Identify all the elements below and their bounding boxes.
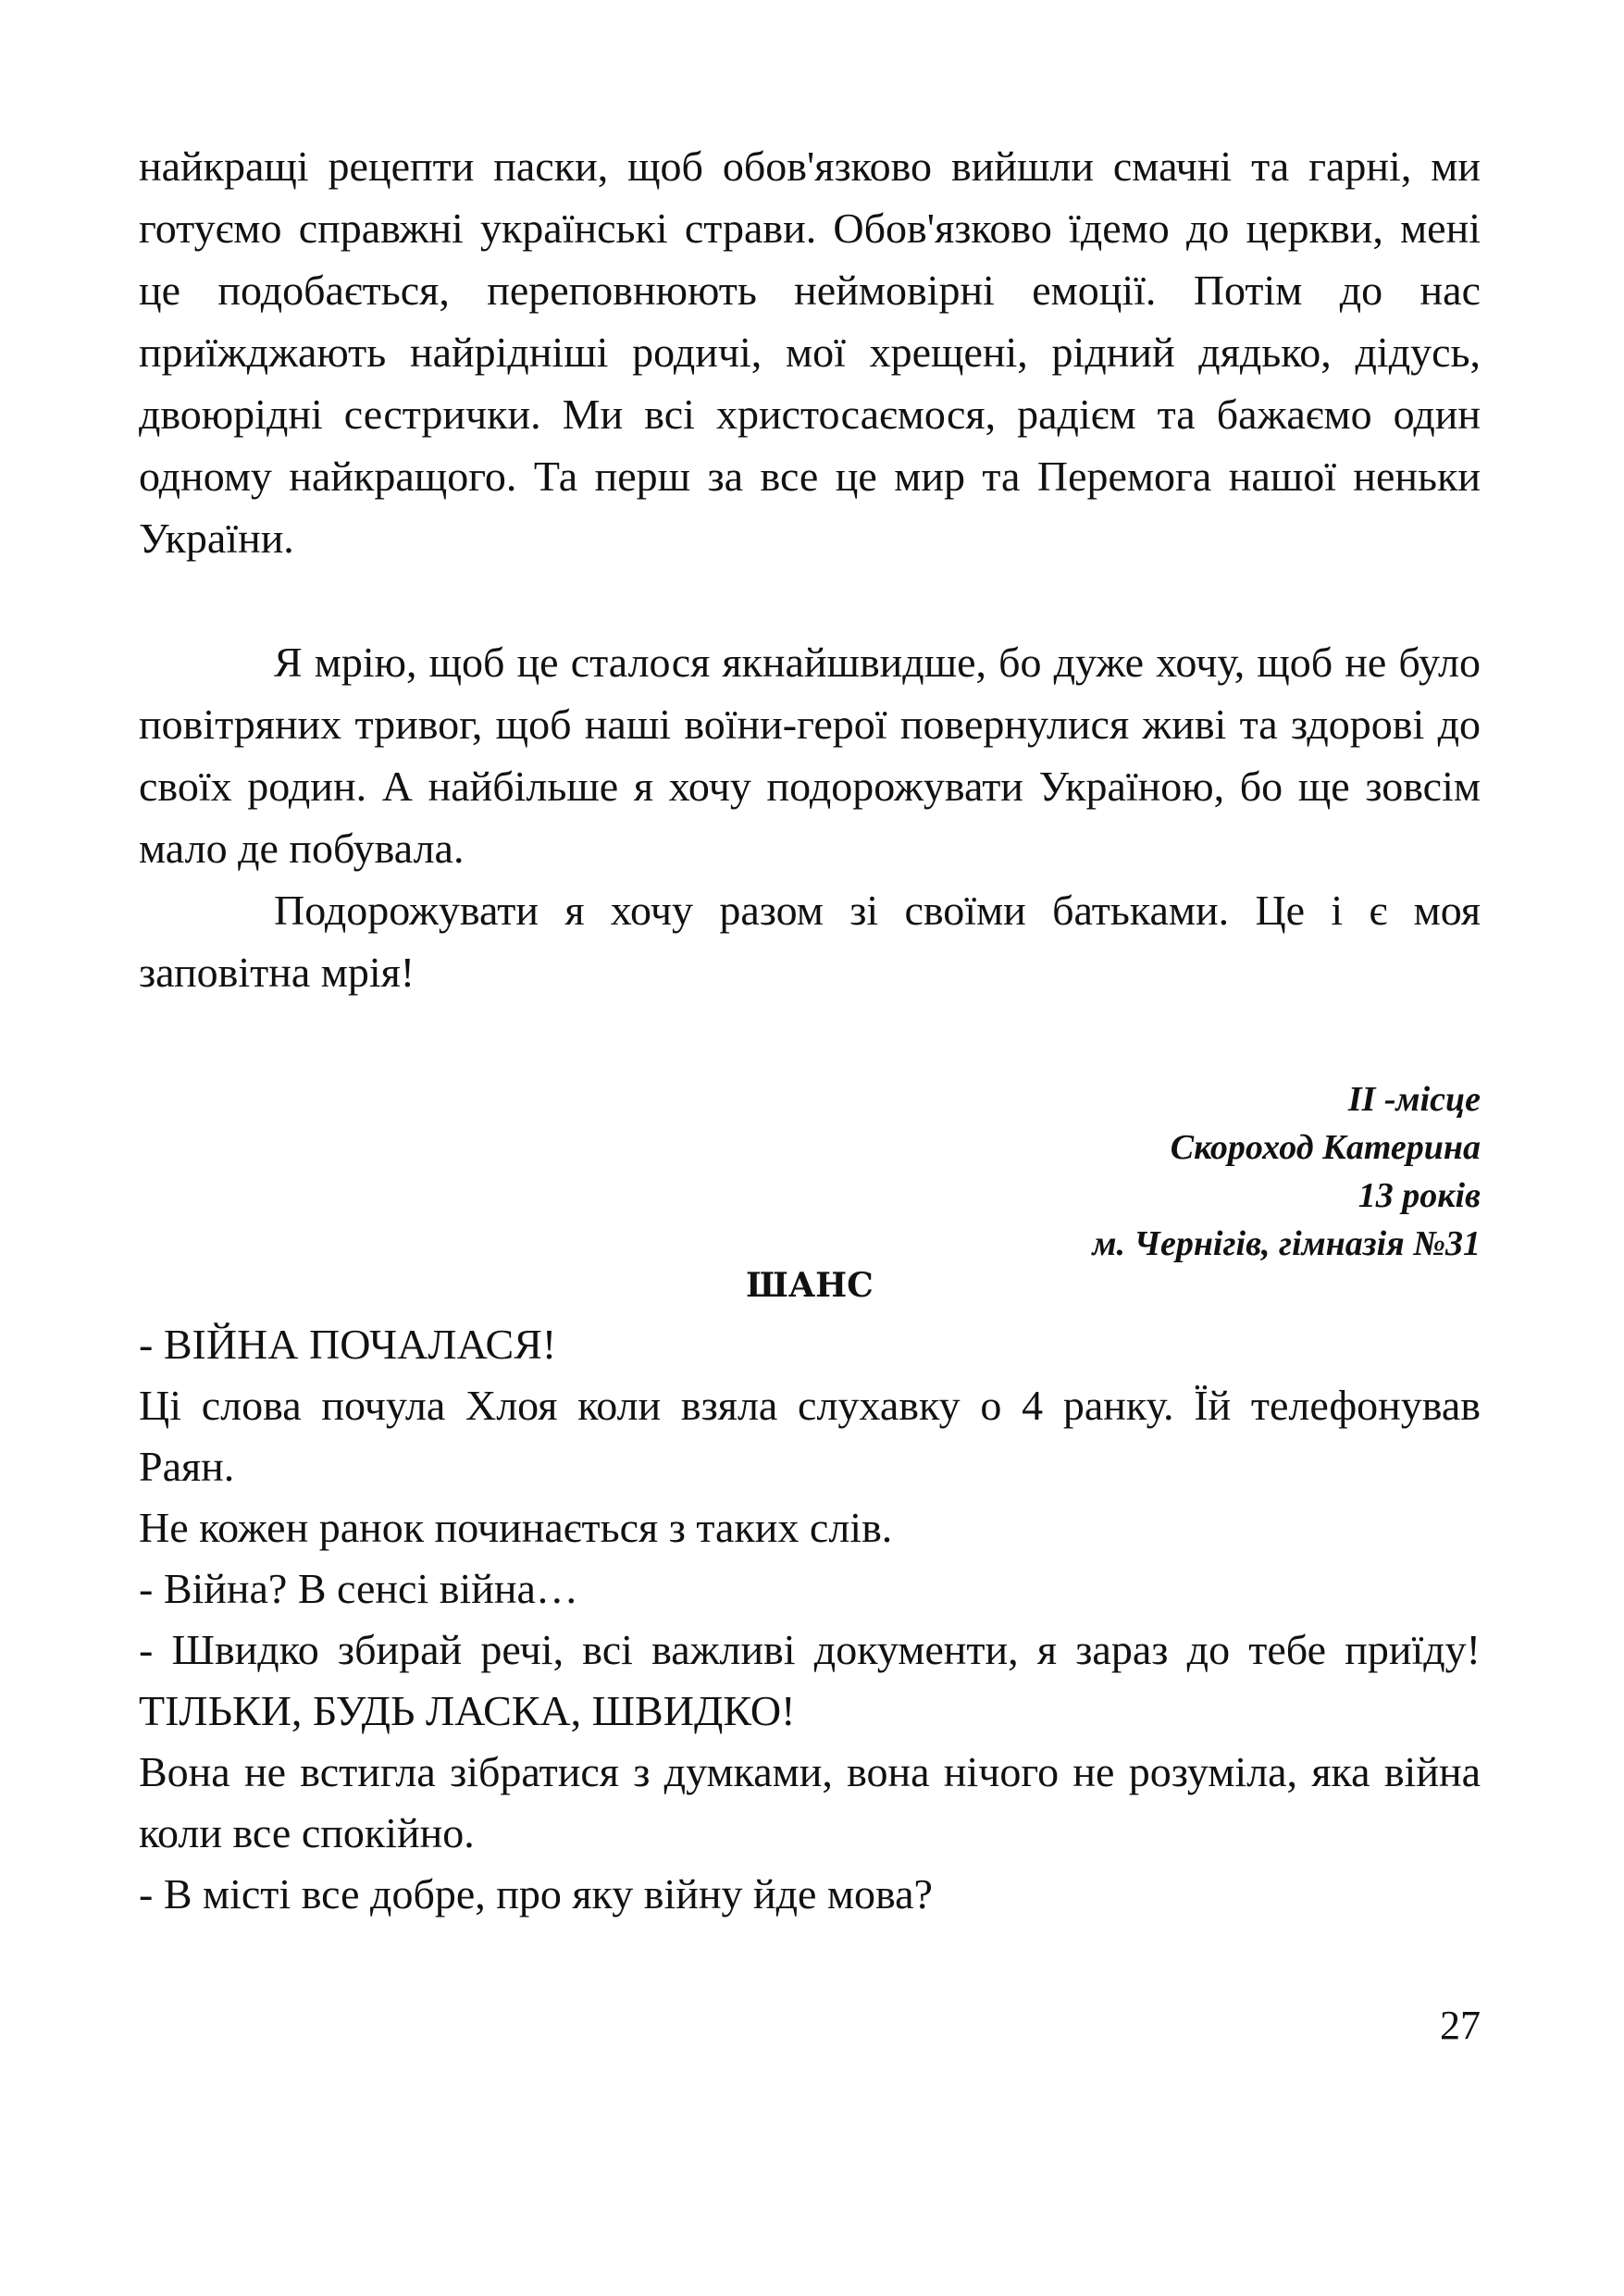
document-page [139, 0, 1481, 2296]
story-line: Не кожен ранок починається з таких слів. [139, 1504, 893, 1551]
author-credit [740, 1075, 1481, 1268]
story-line: - Швидко збирай речі, всі важливі документи, я зараз до тебе приїду! ТІЛЬКИ, БУДЬ ЛАСКА, ШВИДКО! [139, 1626, 1481, 1734]
story-line: - В місті все добре, про яку війну йде мова? [139, 1870, 933, 1917]
page-number: 27 [1440, 2003, 1481, 2048]
story-line: - ВІЙНА ПОЧАЛАСЯ! [139, 1321, 557, 1368]
author-age: 13 років [1357, 1176, 1481, 1215]
paragraph-travel-dream: Подорожувати я хочу разом зі своїми батьками. Це і є моя заповітна мрія! [139, 887, 1481, 996]
paragraph-dream: Я мрію, щоб це сталося якнайшвидше, бо дуже хочу, щоб не було повітряних тривог, щоб наші воїни-герої повернулися живі та здорові до своїх родин. А найбільше я хочу подорожувати Україною, бо ще зовсім мало де побувала. [139, 639, 1481, 872]
paragraph-easter-traditions: найкращі рецепти паски, щоб обов'язково вийшли смачні та гарні, ми готуємо справжні українські страви. Обов'язково їдемо до церкви, мені це подобається, переповнюють неймовірні емоції. Потім до нас приїжджають найрідніші родичі, мої хрещені, рідний дядько, дідусь, двоюрідні сестрички. Ми всі христосаємося, радієм та бажаємо один одному найкращого. Та перш за все це мир та Перемога нашої неньки України. [139, 143, 1481, 562]
author-school: м. Чернігів, гімназія №31 [1092, 1224, 1481, 1263]
story-line: Вона не встигла зібратися з думками, вона нічого не розуміла, яка війна коли все спокійно. [139, 1748, 1481, 1856]
story-title: ШАНС [746, 1266, 874, 1305]
award-place: ІІ -місце [1347, 1080, 1481, 1119]
story-line: Ці слова почула Хлоя коли взяла слухавку о 4 ранку. Їй телефонував Раян. [139, 1382, 1481, 1490]
story-line: - Війна? В сенсі війна… [139, 1565, 578, 1612]
author-name: Скороход Катерина [1170, 1128, 1481, 1167]
